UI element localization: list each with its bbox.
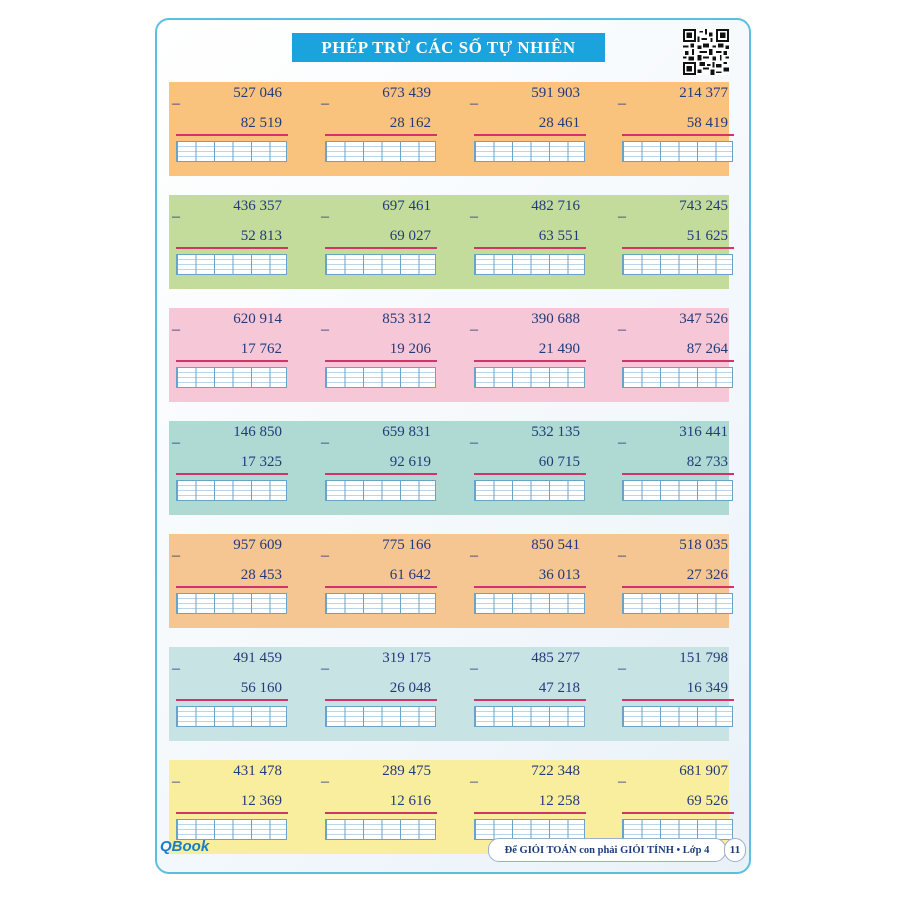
minuend: 214 377 <box>679 85 728 101</box>
answer-grid[interactable] <box>325 706 436 727</box>
result-line <box>176 247 288 249</box>
minuend: 673 439 <box>382 85 431 101</box>
result-line <box>176 586 288 588</box>
answer-grid[interactable] <box>622 706 733 727</box>
subtraction-problem <box>321 421 451 515</box>
subtrahend: 19 206 <box>389 341 431 357</box>
minus-sign: – <box>321 321 329 338</box>
subtrahend: 82 519 <box>240 115 282 131</box>
minuend: 591 903 <box>531 85 580 101</box>
minus-sign: – <box>618 547 626 564</box>
minus-sign: – <box>172 208 180 225</box>
minuend: 697 461 <box>382 198 431 214</box>
subtrahend: 28 461 <box>538 115 580 131</box>
subtrahend: 12 616 <box>389 793 431 809</box>
answer-grid[interactable] <box>325 254 436 275</box>
result-line <box>474 473 586 475</box>
subtraction-problem <box>470 308 600 402</box>
answer-grid[interactable] <box>325 141 436 162</box>
minus-sign: – <box>618 773 626 790</box>
subtraction-problem <box>172 195 302 289</box>
result-line <box>474 134 586 136</box>
result-line <box>325 699 437 701</box>
minuend: 853 312 <box>382 311 431 327</box>
minuend: 436 357 <box>233 198 282 214</box>
result-line <box>325 812 437 814</box>
subtrahend: 28 162 <box>389 115 431 131</box>
subtrahend: 87 264 <box>686 341 728 357</box>
exercise-row <box>169 82 729 176</box>
answer-grid[interactable] <box>176 254 287 275</box>
minus-sign: – <box>618 321 626 338</box>
subtraction-problem <box>618 308 748 402</box>
minuend: 319 175 <box>382 650 431 666</box>
answer-grid[interactable] <box>176 706 287 727</box>
minus-sign: – <box>172 547 180 564</box>
minuend: 491 459 <box>233 650 282 666</box>
minuend: 957 609 <box>233 537 282 553</box>
exercise-row <box>169 195 729 289</box>
result-line <box>176 473 288 475</box>
answer-grid[interactable] <box>474 480 585 501</box>
answer-grid[interactable] <box>325 593 436 614</box>
minuend: 518 035 <box>679 537 728 553</box>
minus-sign: – <box>618 434 626 451</box>
minus-sign: – <box>470 434 478 451</box>
minus-sign: – <box>172 95 180 112</box>
minus-sign: – <box>470 95 478 112</box>
subtraction-problem <box>321 308 451 402</box>
minuend: 485 277 <box>531 650 580 666</box>
subtraction-problem <box>618 647 748 741</box>
exercise-row <box>169 421 729 515</box>
subtrahend: 17 325 <box>240 454 282 470</box>
minuend: 482 716 <box>531 198 580 214</box>
subtraction-problem <box>172 421 302 515</box>
minus-sign: – <box>172 773 180 790</box>
result-line <box>474 586 586 588</box>
minus-sign: – <box>321 547 329 564</box>
subtraction-problem <box>470 421 600 515</box>
minuend: 347 526 <box>679 311 728 327</box>
result-line <box>325 247 437 249</box>
subtraction-problem <box>618 195 748 289</box>
subtrahend: 17 762 <box>240 341 282 357</box>
exercise-row <box>169 647 729 741</box>
subtrahend: 92 619 <box>389 454 431 470</box>
exercise-row <box>169 534 729 628</box>
subtrahend: 16 349 <box>686 680 728 696</box>
minus-sign: – <box>172 434 180 451</box>
minuend: 620 914 <box>233 311 282 327</box>
subtraction-problem <box>321 195 451 289</box>
result-line <box>474 699 586 701</box>
minuend: 532 135 <box>531 424 580 440</box>
result-line <box>622 586 734 588</box>
subtraction-problem <box>470 195 600 289</box>
subtrahend: 51 625 <box>686 228 728 244</box>
subtraction-problem <box>321 82 451 176</box>
answer-grid[interactable] <box>622 254 733 275</box>
subtrahend: 36 013 <box>538 567 580 583</box>
answer-grid[interactable] <box>176 141 287 162</box>
result-line <box>474 247 586 249</box>
subtrahend: 12 258 <box>538 793 580 809</box>
subtraction-problem <box>470 82 600 176</box>
result-line <box>622 812 734 814</box>
subtrahend: 69 027 <box>389 228 431 244</box>
minus-sign: – <box>470 547 478 564</box>
result-line <box>176 134 288 136</box>
answer-grid[interactable] <box>176 819 287 840</box>
result-line <box>176 812 288 814</box>
subtraction-problem <box>321 760 451 854</box>
answer-grid[interactable] <box>474 367 585 388</box>
subtrahend: 69 526 <box>686 793 728 809</box>
minus-sign: – <box>618 95 626 112</box>
answer-grid[interactable] <box>622 367 733 388</box>
result-line <box>325 360 437 362</box>
subtrahend: 21 490 <box>538 341 580 357</box>
answer-grid[interactable] <box>622 593 733 614</box>
result-line <box>622 134 734 136</box>
answer-grid[interactable] <box>474 141 585 162</box>
minuend: 431 478 <box>233 763 282 779</box>
answer-grid[interactable] <box>325 819 436 840</box>
answer-grid[interactable] <box>325 480 436 501</box>
minuend: 151 798 <box>679 650 728 666</box>
subtraction-problem <box>321 647 451 741</box>
page-number: 11 <box>724 838 746 862</box>
minuend: 390 688 <box>531 311 580 327</box>
subtraction-problem <box>618 534 748 628</box>
minuend: 850 541 <box>531 537 580 553</box>
subtrahend: 61 642 <box>389 567 431 583</box>
answer-grid[interactable] <box>622 480 733 501</box>
subtraction-problem <box>172 534 302 628</box>
minus-sign: – <box>618 208 626 225</box>
answer-grid[interactable] <box>474 706 585 727</box>
minuend: 681 907 <box>679 763 728 779</box>
minuend: 527 046 <box>233 85 282 101</box>
subtrahend: 12 369 <box>240 793 282 809</box>
result-line <box>622 360 734 362</box>
answer-grid[interactable] <box>622 819 733 840</box>
publisher-logo: QBook <box>160 838 210 855</box>
minus-sign: – <box>618 660 626 677</box>
subtraction-problem <box>618 82 748 176</box>
subtrahend: 52 813 <box>240 228 282 244</box>
answer-grid[interactable] <box>474 819 585 840</box>
subtraction-problem <box>618 421 748 515</box>
result-line <box>474 812 586 814</box>
result-line <box>622 473 734 475</box>
minuend: 659 831 <box>382 424 431 440</box>
minus-sign: – <box>470 208 478 225</box>
subtrahend: 60 715 <box>538 454 580 470</box>
answer-grid[interactable] <box>176 593 287 614</box>
minus-sign: – <box>470 321 478 338</box>
result-line <box>176 360 288 362</box>
subtraction-problem <box>172 647 302 741</box>
footer-slogan: Để GIỎI TOÁN con phải GIỎI TÍNH • Lớp 4 <box>488 838 726 862</box>
minuend: 775 166 <box>382 537 431 553</box>
answer-grid[interactable] <box>474 593 585 614</box>
subtraction-problem <box>172 82 302 176</box>
subtrahend: 63 551 <box>538 228 580 244</box>
subtrahend: 28 453 <box>240 567 282 583</box>
subtraction-problem <box>172 308 302 402</box>
minus-sign: – <box>470 660 478 677</box>
minus-sign: – <box>470 773 478 790</box>
exercise-row <box>169 308 729 402</box>
page-title: PHÉP TRỪ CÁC SỐ TỰ NHIÊN <box>292 33 605 62</box>
result-line <box>474 360 586 362</box>
answer-grid[interactable] <box>176 367 287 388</box>
minuend: 743 245 <box>679 198 728 214</box>
minuend: 722 348 <box>531 763 580 779</box>
result-line <box>325 134 437 136</box>
result-line <box>622 247 734 249</box>
subtrahend: 82 733 <box>686 454 728 470</box>
minuend: 289 475 <box>382 763 431 779</box>
answer-grid[interactable] <box>474 254 585 275</box>
qr-code-icon <box>683 29 729 75</box>
minus-sign: – <box>321 434 329 451</box>
minus-sign: – <box>321 660 329 677</box>
minus-sign: – <box>172 321 180 338</box>
subtrahend: 56 160 <box>240 680 282 696</box>
minus-sign: – <box>172 660 180 677</box>
answer-grid[interactable] <box>176 480 287 501</box>
minus-sign: – <box>321 208 329 225</box>
subtrahend: 27 326 <box>686 567 728 583</box>
minuend: 146 850 <box>233 424 282 440</box>
subtrahend: 58 419 <box>686 115 728 131</box>
subtrahend: 26 048 <box>389 680 431 696</box>
minus-sign: – <box>321 773 329 790</box>
subtraction-problem <box>470 534 600 628</box>
answer-grid[interactable] <box>325 367 436 388</box>
subtraction-problem <box>470 647 600 741</box>
result-line <box>325 473 437 475</box>
minus-sign: – <box>321 95 329 112</box>
subtraction-problem <box>321 534 451 628</box>
result-line <box>176 699 288 701</box>
result-line <box>622 699 734 701</box>
minuend: 316 441 <box>679 424 728 440</box>
answer-grid[interactable] <box>622 141 733 162</box>
subtrahend: 47 218 <box>538 680 580 696</box>
result-line <box>325 586 437 588</box>
